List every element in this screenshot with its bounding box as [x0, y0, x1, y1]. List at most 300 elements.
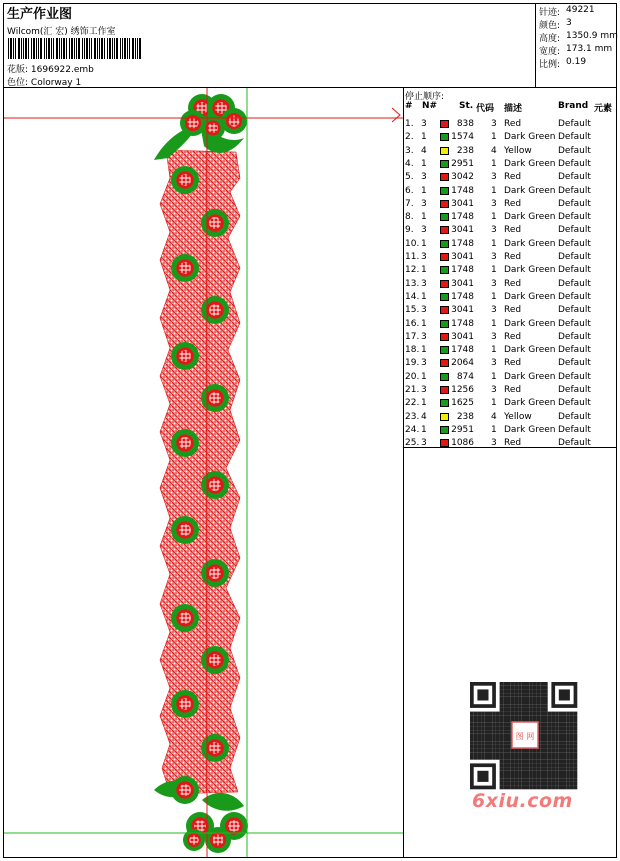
stop-stitches: 838 — [456, 119, 474, 129]
flower-grid — [208, 123, 218, 133]
stop-stitches: 1748 — [451, 212, 474, 223]
color-swatch — [440, 413, 449, 421]
flower-grid — [179, 612, 191, 624]
stats-panel — [536, 4, 616, 88]
barcode-bar — [104, 38, 105, 59]
stop-seq: 2. — [405, 132, 414, 143]
stop-code: 3 — [491, 438, 497, 449]
stop-stitches: 1256 — [451, 385, 474, 395]
stop-sequence-panel — [404, 88, 616, 448]
qr-center-badge — [512, 722, 538, 748]
color-swatch — [440, 399, 449, 407]
stop-needle: 1 — [421, 238, 427, 249]
stop-stitches: 1748 — [451, 318, 474, 329]
barcode-bar — [59, 38, 60, 59]
stop-description: Red — [504, 172, 522, 183]
barcode-bar — [10, 38, 12, 59]
stop-row[interactable] — [404, 278, 616, 291]
stop-description: Dark Green — [504, 212, 556, 223]
stop-needle: 3 — [421, 331, 427, 342]
stop-needle: 3 — [421, 358, 427, 369]
stop-code: 3 — [491, 198, 497, 209]
barcode-bar — [23, 38, 24, 59]
stop-row[interactable] — [404, 185, 616, 198]
stop-seq: 25. — [405, 438, 420, 449]
flower-grid — [188, 118, 199, 129]
stop-description: Red — [504, 225, 522, 236]
stop-brand: Default — [558, 145, 591, 156]
stop-stitches: 2951 — [451, 424, 474, 435]
stop-description: Red — [504, 252, 522, 262]
stop-stitches: 238 — [456, 145, 474, 156]
barcode-bar — [71, 38, 73, 59]
color-swatch — [440, 187, 449, 195]
stop-seq: 24. — [405, 424, 420, 435]
stat-scale: 比例: 0.19 — [539, 57, 587, 70]
stop-row[interactable] — [404, 357, 616, 370]
stop-row[interactable] — [404, 397, 616, 410]
stop-row[interactable] — [404, 224, 616, 237]
stat-height: 高度: 1350.9 mm — [539, 31, 618, 44]
stop-seq: 15. — [405, 305, 420, 316]
stop-brand: Default — [558, 278, 591, 289]
qr-code-icon — [470, 682, 582, 790]
stop-needle: 3 — [421, 438, 427, 449]
stop-row[interactable] — [404, 158, 616, 171]
color-swatch — [440, 200, 449, 208]
barcode-bar — [36, 38, 37, 59]
stop-brand: Default — [558, 438, 591, 449]
stat-stitches: 针迹: 49221 — [539, 5, 595, 18]
stop-row[interactable] — [404, 437, 616, 450]
colorway-value: Colorway 1 — [30, 78, 82, 88]
color-swatch — [440, 320, 449, 328]
stop-seq: 3. — [405, 145, 414, 156]
stop-description: Red — [504, 331, 522, 342]
page-title: 生产作业图 — [7, 7, 73, 22]
stop-seq: 13. — [405, 278, 420, 289]
stop-seq: 21. — [405, 385, 420, 395]
stop-stitches: 874 — [456, 371, 474, 382]
barcode-bar — [15, 38, 16, 59]
stop-seq: 10. — [405, 238, 420, 249]
barcode-bar — [129, 38, 130, 59]
barcode-bar — [99, 38, 100, 59]
color-swatch — [440, 213, 449, 221]
stop-stitches: 3041 — [451, 198, 474, 209]
stop-brand: Default — [558, 345, 591, 356]
stop-code: 1 — [491, 398, 497, 409]
stop-seq: 7. — [405, 198, 414, 209]
stop-seq: 20. — [405, 371, 420, 382]
stop-row[interactable] — [404, 371, 616, 384]
flower-grid — [179, 174, 191, 186]
colorway-line — [7, 75, 81, 88]
stop-stitches: 2951 — [451, 158, 474, 169]
stop-row[interactable] — [404, 344, 616, 357]
stop-description: Dark Green — [504, 345, 556, 356]
stop-sequence-header — [404, 101, 616, 113]
stop-brand: Default — [558, 225, 591, 236]
barcode-bar — [33, 38, 35, 59]
stop-row[interactable] — [404, 291, 616, 304]
stop-code: 3 — [491, 385, 497, 395]
flower-grid — [179, 350, 191, 362]
flower-grid — [179, 698, 191, 710]
stop-stitches: 1574 — [451, 132, 474, 143]
design-file-line — [7, 62, 94, 75]
stop-stitches: 3041 — [451, 278, 474, 289]
stop-code: 1 — [491, 345, 497, 356]
stop-needle: 4 — [421, 411, 427, 422]
stop-description: Red — [504, 305, 522, 316]
barcode-icon — [8, 38, 142, 59]
stop-brand: Default — [558, 185, 591, 196]
stop-code: 4 — [491, 411, 497, 422]
stop-code: 4 — [491, 145, 497, 156]
barcode-bar — [61, 38, 62, 59]
stop-code: 1 — [491, 238, 497, 249]
color-swatch — [440, 160, 449, 168]
stop-needle: 3 — [421, 278, 427, 289]
flower-grid — [179, 784, 191, 796]
stop-brand: Default — [558, 172, 591, 183]
stop-row[interactable] — [404, 318, 616, 331]
flower-grid — [189, 835, 198, 844]
stop-needle: 1 — [421, 291, 427, 302]
barcode-bar — [84, 38, 85, 59]
stop-seq: 1. — [405, 119, 414, 129]
stop-code: 1 — [491, 185, 497, 196]
stop-description: Dark Green — [504, 398, 556, 409]
barcode-bar — [82, 38, 83, 59]
stop-description: Dark Green — [504, 371, 556, 382]
barcode-bar — [25, 38, 27, 59]
stop-needle: 1 — [421, 185, 427, 196]
stop-code: 3 — [491, 305, 497, 316]
barcode-bar — [66, 38, 67, 59]
barcode-bar — [135, 38, 136, 59]
leaf — [202, 793, 244, 811]
qr-badge-text: 图 网 — [515, 732, 535, 741]
stop-brand: Default — [558, 398, 591, 409]
stop-stitches: 3041 — [451, 331, 474, 342]
stop-description: Red — [504, 119, 522, 129]
stop-seq: 11. — [405, 252, 420, 262]
colorway-label: 色位: — [7, 78, 29, 88]
col-brand: Brand — [558, 101, 589, 111]
stop-seq: 9. — [405, 225, 414, 236]
color-swatch — [440, 147, 449, 155]
col-description: 描述 — [504, 104, 523, 114]
flower-grid — [209, 654, 221, 666]
stop-brand: Default — [558, 132, 591, 143]
barcode-bar — [127, 38, 128, 59]
stop-seq: 5. — [405, 172, 414, 183]
stop-code: 1 — [491, 212, 497, 223]
stop-code: 1 — [491, 291, 497, 302]
stop-row[interactable] — [404, 424, 616, 437]
stop-description: Red — [504, 385, 522, 395]
stop-row[interactable] — [404, 198, 616, 211]
stop-description: Yellow — [504, 411, 532, 422]
flower-grid — [179, 262, 191, 274]
stop-row[interactable] — [404, 331, 616, 344]
color-swatch — [440, 280, 449, 288]
stop-brand: Default — [558, 385, 591, 395]
flower-grid — [209, 742, 221, 754]
barcode-bar — [124, 38, 126, 59]
stop-description: Dark Green — [504, 185, 556, 196]
stop-needle: 3 — [421, 172, 427, 183]
stop-code: 1 — [491, 371, 497, 382]
stop-code: 3 — [491, 358, 497, 369]
color-swatch — [440, 266, 449, 274]
stop-stitches: 1086 — [451, 438, 474, 449]
barcode-bar — [46, 38, 47, 59]
barcode-bar — [40, 38, 42, 59]
stop-brand: Default — [558, 411, 591, 422]
barcode-bar — [114, 38, 115, 59]
stop-stitches: 1748 — [451, 185, 474, 196]
stop-seq: 6. — [405, 185, 414, 196]
barcode-bar — [89, 38, 90, 59]
stop-brand: Default — [558, 424, 591, 435]
production-worksheet — [3, 3, 617, 858]
stop-stitches: 3042 — [451, 172, 474, 183]
stop-code: 1 — [491, 318, 497, 329]
barcode-bar — [101, 38, 103, 59]
stop-code: 3 — [491, 278, 497, 289]
stop-brand: Default — [558, 265, 591, 276]
barcode-bar — [122, 38, 123, 59]
stop-row[interactable] — [404, 251, 616, 264]
color-swatch — [440, 120, 449, 128]
barcode-bar — [51, 38, 52, 59]
stop-brand: Default — [558, 371, 591, 382]
stop-brand: Default — [558, 238, 591, 249]
stop-row[interactable] — [404, 145, 616, 158]
flower-grid — [179, 437, 191, 449]
color-swatch — [440, 240, 449, 248]
stop-seq: 14. — [405, 291, 420, 302]
stop-row[interactable] — [404, 118, 616, 131]
stop-row[interactable] — [404, 264, 616, 277]
stop-stitches: 3041 — [451, 225, 474, 236]
stop-code: 3 — [491, 119, 497, 129]
stop-brand: Default — [558, 291, 591, 302]
col-code: 代码 — [476, 104, 495, 114]
stop-row[interactable] — [404, 171, 616, 184]
stop-description: Dark Green — [504, 238, 556, 249]
stop-stitches: 1748 — [451, 265, 474, 276]
color-swatch — [440, 359, 449, 367]
col-needle: N# — [422, 101, 438, 111]
color-swatch — [440, 253, 449, 261]
stop-row[interactable] — [404, 384, 616, 397]
stop-stitches: 1625 — [451, 398, 474, 409]
barcode-bar — [78, 38, 80, 59]
barcode-bar — [69, 38, 70, 59]
stop-brand: Default — [558, 305, 591, 316]
barcode-bar — [91, 38, 92, 59]
stop-brand: Default — [558, 119, 591, 129]
flower-grid — [209, 479, 221, 491]
barcode-bar — [8, 38, 9, 59]
stop-code: 1 — [491, 132, 497, 143]
barcode-bar — [97, 38, 98, 59]
barcode-bar — [53, 38, 54, 59]
stop-needle: 1 — [421, 158, 427, 169]
barcode-bar — [112, 38, 113, 59]
stop-description: Dark Green — [504, 318, 556, 329]
barcode-bar — [109, 38, 111, 59]
flower-grid — [179, 524, 191, 536]
color-swatch — [440, 386, 449, 394]
stop-seq: 17. — [405, 331, 420, 342]
barcode-bar — [107, 38, 108, 59]
stop-needle: 3 — [421, 198, 427, 209]
color-swatch — [440, 333, 449, 341]
stop-seq: 19. — [405, 358, 420, 369]
barcode-bar — [139, 38, 141, 59]
stop-seq: 12. — [405, 265, 420, 276]
stop-stitches: 1748 — [451, 345, 474, 356]
stop-brand: Default — [558, 358, 591, 369]
stop-seq: 23. — [405, 411, 420, 422]
stop-stitches: 1748 — [451, 291, 474, 302]
stop-description: Red — [504, 358, 522, 369]
stop-needle: 1 — [421, 398, 427, 409]
stop-stitches: 1748 — [451, 238, 474, 249]
stop-brand: Default — [558, 212, 591, 223]
embroidery-design-canvas[interactable] — [4, 88, 403, 857]
stop-code: 1 — [491, 424, 497, 435]
stop-row[interactable] — [404, 411, 616, 424]
stop-description: Dark Green — [504, 265, 556, 276]
barcode-bar — [38, 38, 39, 59]
flower-grid — [209, 392, 221, 404]
barcode-bar — [86, 38, 88, 59]
header-info-panel — [4, 4, 536, 88]
color-swatch — [440, 306, 449, 314]
stop-needle: 3 — [421, 225, 427, 236]
stop-code: 1 — [491, 265, 497, 276]
barcode-bar — [116, 38, 118, 59]
flower-grid — [209, 217, 221, 229]
barcode-bar — [44, 38, 45, 59]
stop-description: Red — [504, 198, 522, 209]
barcode-bar — [18, 38, 20, 59]
barcode-bar — [48, 38, 50, 59]
stop-needle: 1 — [421, 424, 427, 435]
barcode-bar — [137, 38, 138, 59]
design-label: 花版: — [7, 65, 29, 75]
company-name: Wilcom(汇 宏) 绣饰工作室 — [7, 27, 116, 37]
stop-needle: 1 — [421, 132, 427, 143]
color-swatch — [440, 293, 449, 301]
barcode-bar — [74, 38, 75, 59]
stop-needle: 1 — [421, 345, 427, 356]
stop-description: Red — [504, 278, 522, 289]
stop-code: 3 — [491, 225, 497, 236]
col-seq: # — [405, 101, 413, 111]
stop-seq: 16. — [405, 318, 420, 329]
color-swatch — [440, 346, 449, 354]
stop-needle: 4 — [421, 145, 427, 156]
stop-row[interactable] — [404, 131, 616, 144]
stop-description: Dark Green — [504, 132, 556, 143]
barcode-bar — [120, 38, 121, 59]
stop-description: Red — [504, 438, 522, 449]
qr-finder — [470, 763, 496, 789]
stop-code: 3 — [491, 252, 497, 262]
color-swatch — [440, 373, 449, 381]
qr-finder — [470, 682, 496, 708]
barcode-bar — [56, 38, 58, 59]
stop-needle: 3 — [421, 385, 427, 395]
qr-finder — [551, 682, 577, 708]
stop-needle: 3 — [421, 119, 427, 129]
stop-stitches: 3041 — [451, 305, 474, 316]
stop-description: Dark Green — [504, 158, 556, 169]
flower-grid — [209, 567, 221, 579]
stop-needle: 1 — [421, 371, 427, 382]
barcode-bar — [63, 38, 65, 59]
design-preview[interactable] — [4, 88, 404, 857]
stop-code: 1 — [491, 158, 497, 169]
stop-needle: 1 — [421, 318, 427, 329]
stop-needle: 1 — [421, 212, 427, 223]
stop-description: Yellow — [504, 145, 532, 156]
color-swatch — [440, 426, 449, 434]
stop-brand: Default — [558, 198, 591, 209]
barcode-bar — [132, 38, 134, 59]
stop-stitches: 238 — [456, 411, 474, 422]
stop-stitches: 2064 — [451, 358, 474, 369]
stop-needle: 1 — [421, 265, 427, 276]
stop-description: Dark Green — [504, 424, 556, 435]
stop-row[interactable] — [404, 238, 616, 251]
stop-description: Dark Green — [504, 291, 556, 302]
stat-colors: 颜色: 3 — [539, 18, 572, 31]
color-swatch — [440, 133, 449, 141]
barcode-bar — [28, 38, 29, 59]
stop-seq: 18. — [405, 345, 420, 356]
stop-seq: 4. — [405, 158, 414, 169]
stop-seq: 8. — [405, 212, 414, 223]
color-swatch — [440, 226, 449, 234]
stop-row[interactable] — [404, 304, 616, 317]
barcode-bar — [76, 38, 77, 59]
design-file-value: 1696922.emb — [30, 65, 94, 75]
color-swatch — [440, 439, 449, 447]
flower-grid — [213, 835, 224, 846]
stop-stitches: 3041 — [451, 252, 474, 262]
stop-code: 3 — [491, 172, 497, 183]
stop-needle: 3 — [421, 305, 427, 316]
stop-code: 3 — [491, 331, 497, 342]
barcode-bar — [21, 38, 22, 59]
stop-needle: 3 — [421, 252, 427, 262]
flower-grid — [209, 304, 221, 316]
lace-band — [160, 150, 240, 794]
col-stitches: St. — [459, 101, 474, 111]
stop-brand: Default — [558, 331, 591, 342]
barcode-bar — [31, 38, 32, 59]
stop-brand: Default — [558, 252, 591, 262]
stop-row[interactable] — [404, 211, 616, 224]
